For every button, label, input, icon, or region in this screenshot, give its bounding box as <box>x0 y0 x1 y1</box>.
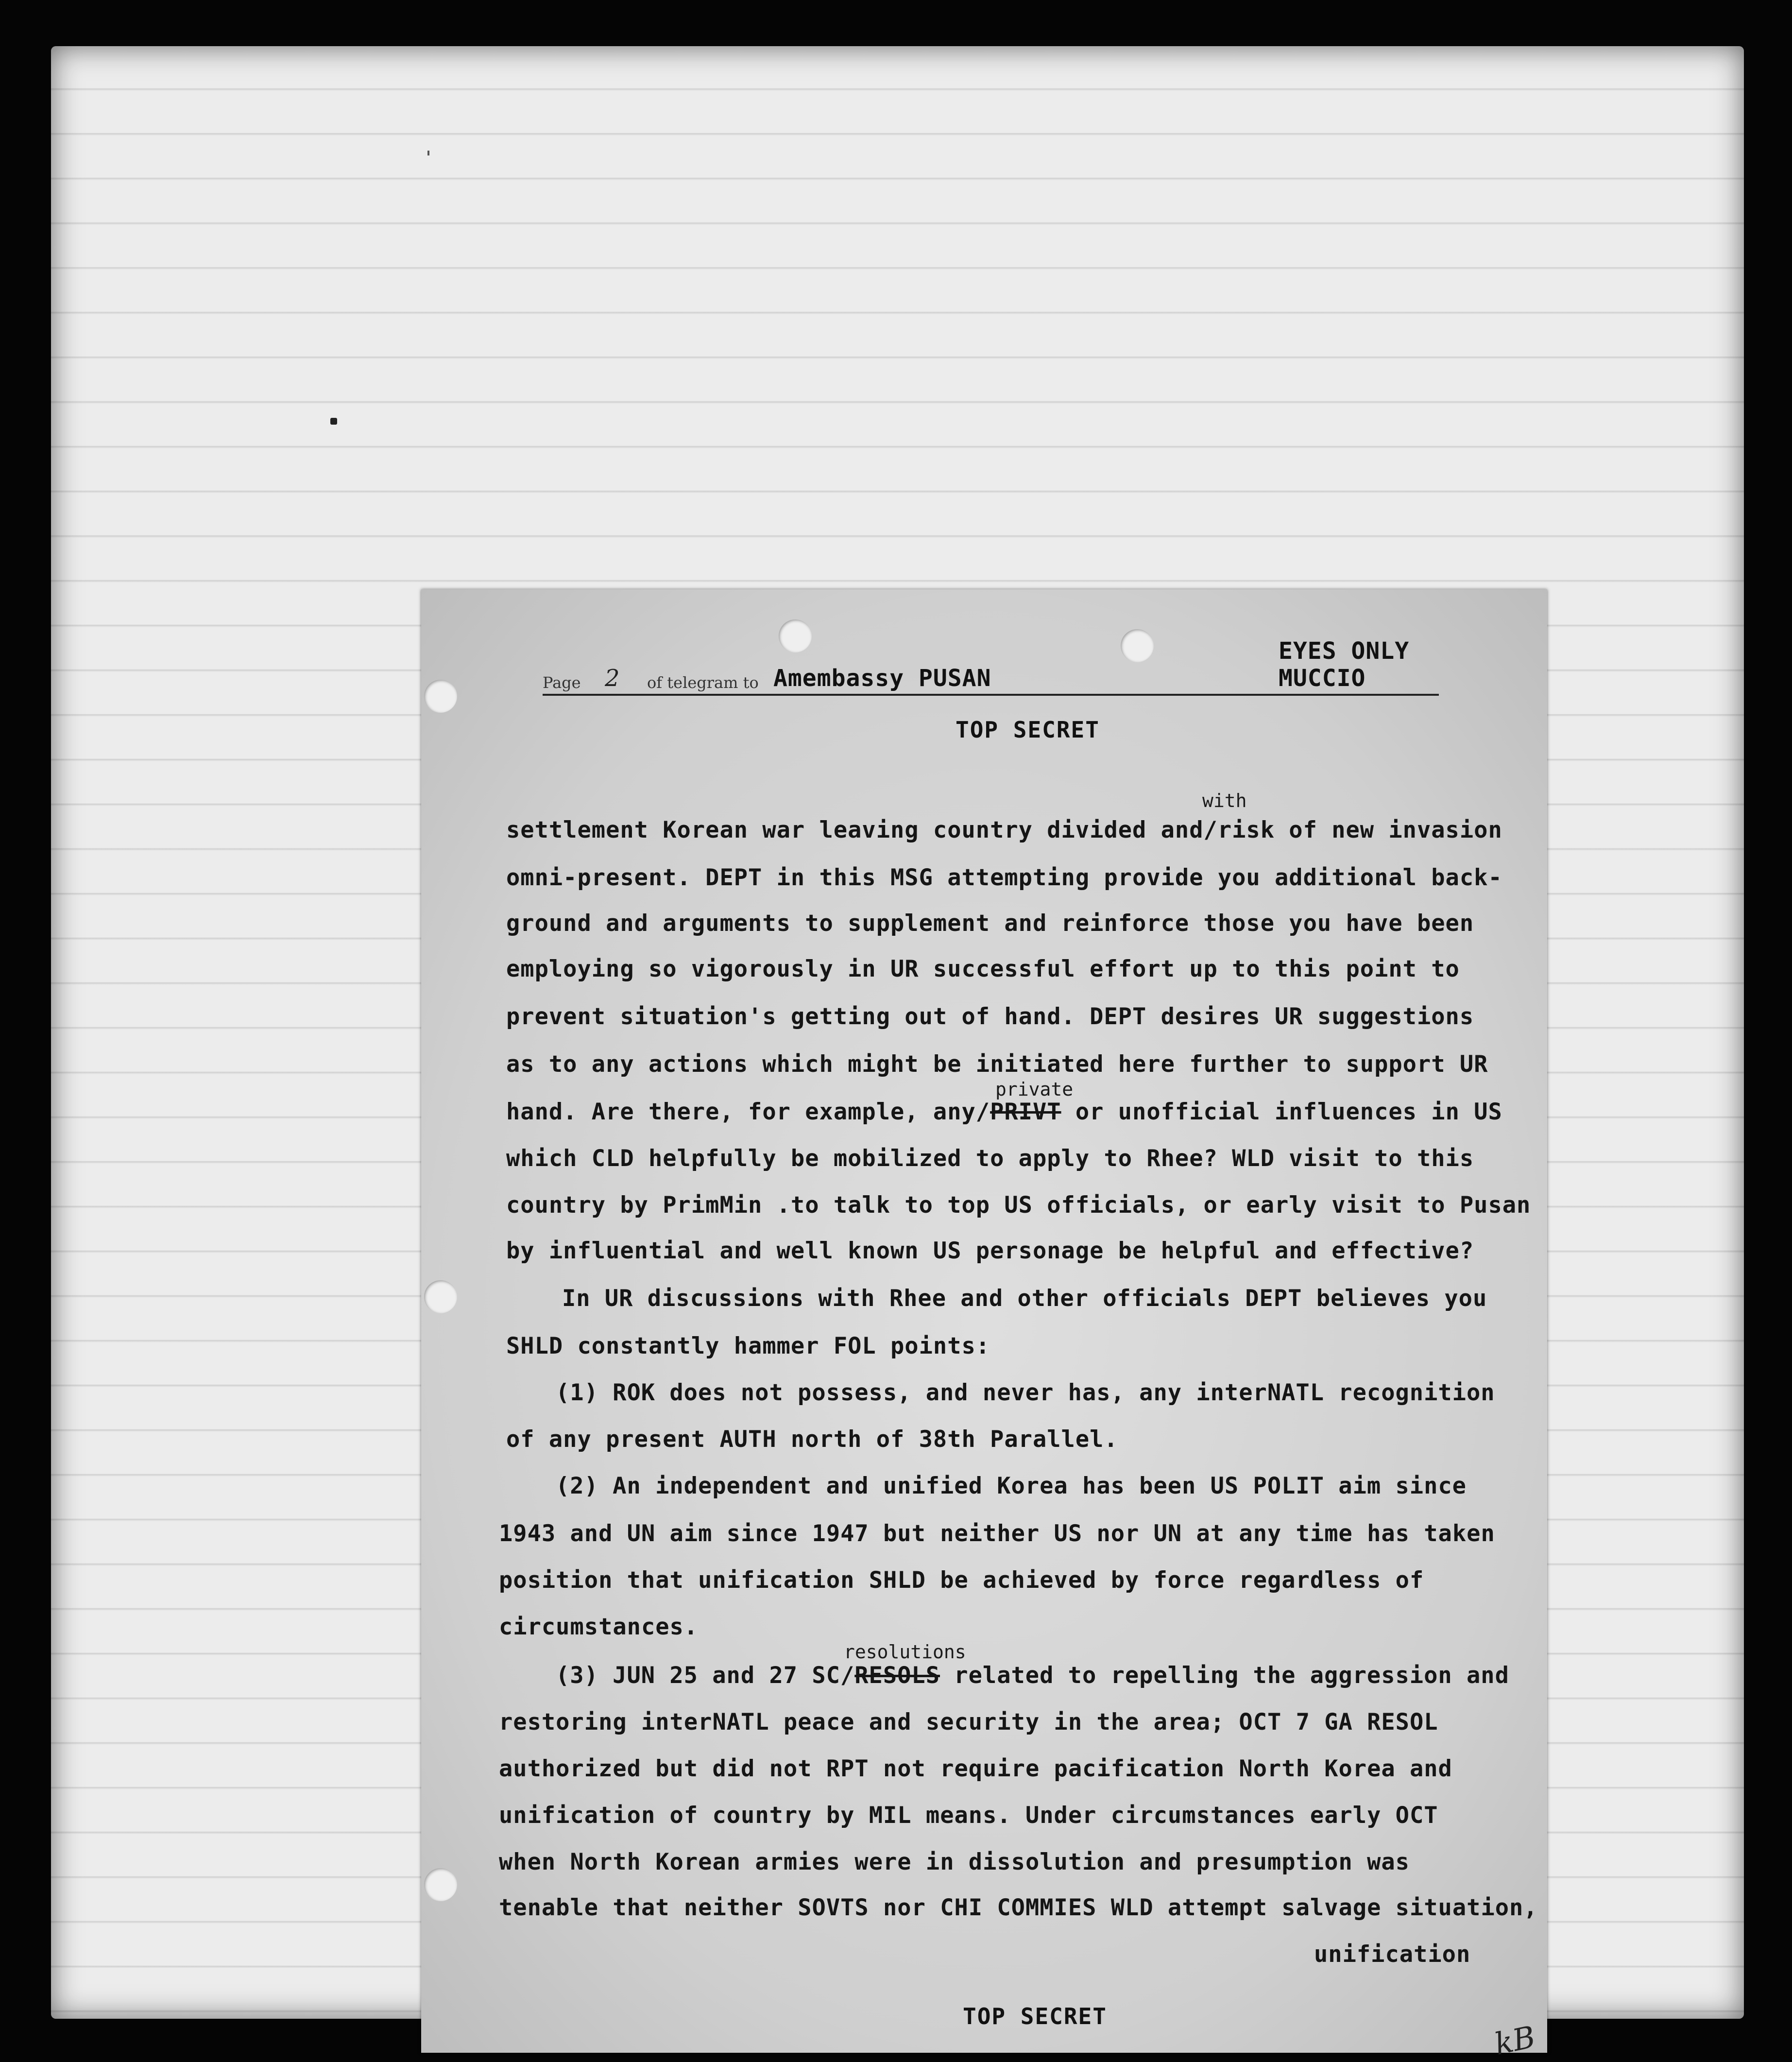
telegram-page <box>421 589 1547 2062</box>
body-line: settlement Korean war leaving country divided and/risk of new invasion <box>506 817 1502 843</box>
film-speck <box>330 418 337 425</box>
struck-word: PRIVT <box>990 1099 1061 1125</box>
body-line: unification <box>1314 1941 1471 1968</box>
body-line: as to any actions which might be initiated here further to support UR <box>506 1051 1488 1078</box>
insertion-private: private <box>995 1079 1074 1100</box>
body-line: (1) ROK does not possess, and never has, any interNATL recognition <box>556 1379 1495 1406</box>
distribution: EYES ONLY MUCCIO <box>1279 637 1410 692</box>
struck-word: RESOLS <box>854 1662 940 1689</box>
punch-hole <box>424 1868 457 1901</box>
of-telegram-label: of telegram to <box>647 673 759 692</box>
body-line: ground and arguments to supplement and reinforce those you have been <box>506 910 1474 937</box>
microfilm-frame <box>51 46 1744 2062</box>
body-line: 1943 and UN aim since 1947 but neither US nor UN at any time has taken <box>499 1520 1495 1547</box>
punch-hole <box>424 1280 457 1313</box>
handwritten-initials: kB <box>1491 2019 1538 2062</box>
page-label: Page <box>543 673 581 692</box>
body-line: unification of country by MIL means. Under circumstances early OCT <box>499 1802 1438 1829</box>
classification-top: TOP SECRET <box>956 717 1100 743</box>
addressee: Amembassy PUSAN <box>773 665 991 692</box>
body-line: of any present AUTH north of 38th Parallel. <box>506 1426 1118 1453</box>
body-line: employing so vigorously in UR successful effort up to this point to <box>506 956 1460 982</box>
body-line: by influential and well known US personage be helpful and effective? <box>506 1237 1474 1264</box>
body-line: prevent situation's getting out of hand. DEPT desires UR suggestions <box>506 1003 1474 1030</box>
insertion-resolutions: resolutions <box>844 1641 966 1663</box>
body-line: country by PrimMin .to talk to top US officials, or early visit to Pusan <box>506 1192 1531 1219</box>
body-line: authorized but did not RPT not require pacification North Korea and <box>499 1755 1452 1782</box>
film-speck <box>427 151 429 155</box>
body-line: restoring interNATL peace and security in the area; OCT 7 GA RESOL <box>499 1709 1438 1736</box>
insertion-with: with <box>1202 790 1247 811</box>
body-line: position that unification SHLD be achieved by force regardless of <box>499 1567 1424 1594</box>
punch-hole <box>424 680 457 713</box>
page-number: 2 <box>605 665 620 692</box>
body-line: (2) An independent and unified Korea has been US POLIT aim since <box>556 1473 1467 1499</box>
punch-hole <box>779 619 812 653</box>
body-line: circumstances. <box>499 1614 699 1640</box>
telegram-header <box>543 637 1439 696</box>
body-line: In UR discussions with Rhee and other officials DEPT believes you <box>562 1285 1487 1312</box>
body-line: hand. Are there, for example, any/PRIVT or unofficial influences in US <box>506 1099 1502 1125</box>
classification-bottom: TOP SECRET <box>963 2003 1107 2029</box>
body-line: omni-present. DEPT in this MSG attempting provide you additional back- <box>506 864 1502 891</box>
body-line: tenable that neither SOVTS nor CHI COMMIES WLD attempt salvage situation, <box>499 1894 1538 1921</box>
body-line: (3) JUN 25 and 27 SC/RESOLS related to repelling the aggression and <box>556 1662 1509 1689</box>
body-line: which CLD helpfully be mobilized to apply to Rhee? WLD visit to this <box>506 1145 1474 1172</box>
punch-hole <box>1121 629 1154 662</box>
body-line: SHLD constantly hammer FOL points: <box>506 1333 990 1359</box>
body-line: when North Korean armies were in dissolution and presumption was <box>499 1849 1410 1875</box>
